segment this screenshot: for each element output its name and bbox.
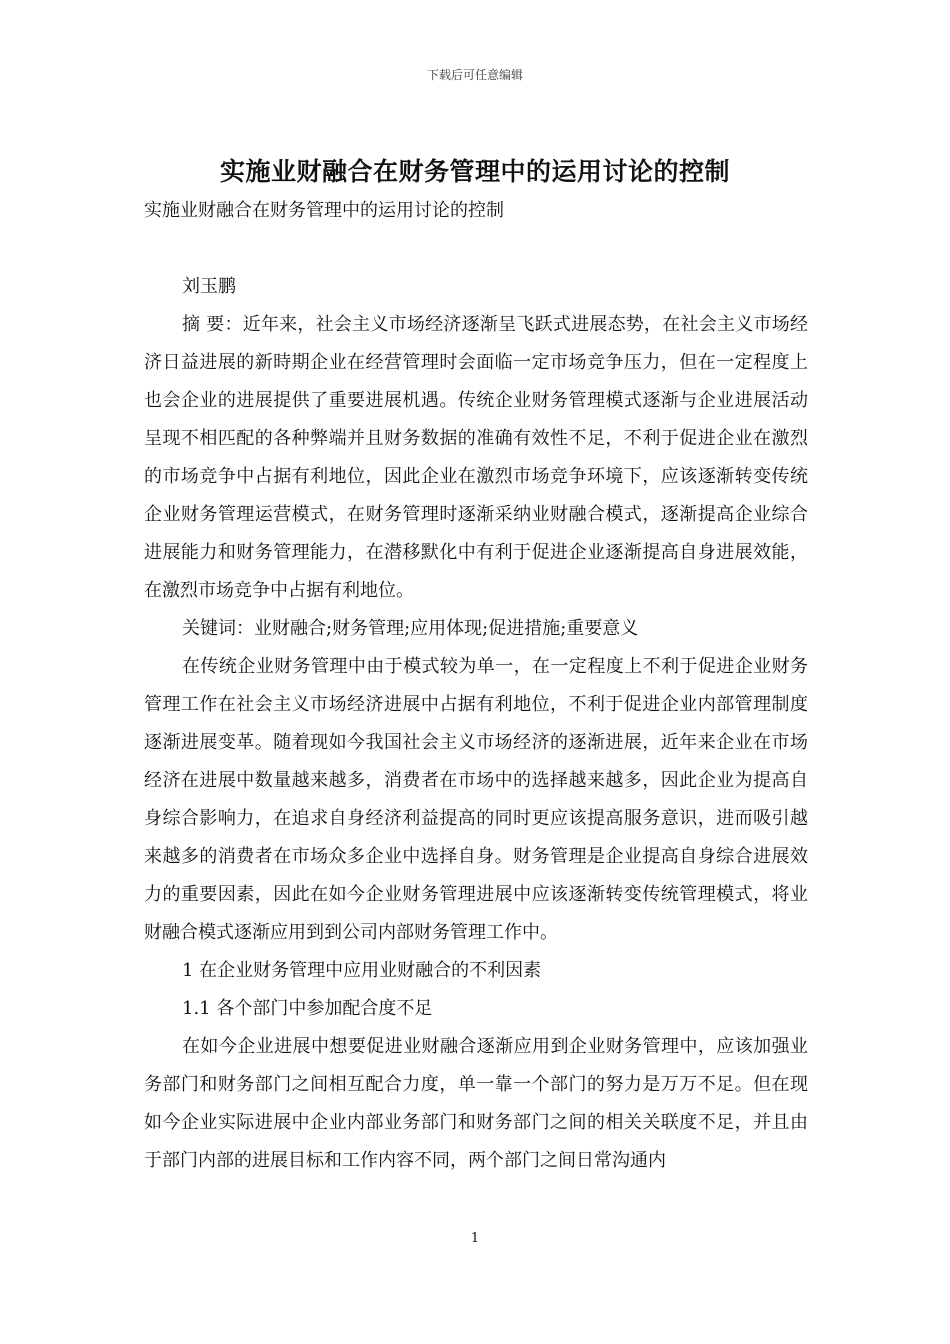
section-1-1-heading: 1.1 各个部门中参加配合度不足 (182, 998, 433, 1019)
section-1-heading: 1 在企业财务管理中应用业财融合的不利因素 (182, 960, 542, 981)
author-name: 刘玉鹏 (182, 276, 236, 297)
section-1-1-paragraph: 在如今企业进展中想要促进业财融合逐渐应用到企业财务管理中，应该加强业务部门和财务部门之间相互配合力度，单一靠一个部门的努力是万万不足。但在现如今企业实际进展中企业内部业务部门和财务部门之间的相关关联度不足，并且由于部门内部的进展目标和工作内容不同，两个部门之间日常沟通内 (144, 1036, 808, 1171)
page-number: 1 (470, 1231, 480, 1246)
keywords-line: 关键词：业财融合;财务管理;应用体现;促进措施;重要意义 (182, 618, 639, 639)
spacer (144, 230, 808, 268)
intro-paragraph: 在传统企业财务管理中由于模式较为单一，在一定程度上不利于促进企业财务管理工作在社会主义市场经济进展中占据有利地位，不利于促进企业内部管理制度逐渐进展变革。随着现如今我国社会主义市场经济的逐渐进展，近年来企业在市场经济在进展中数量越来越多，消费者在市场中的选择越来越多，因此企业为提高自身综合影响力，在追求自身经济利益提高的同时更应该提高服务意识，进而吸引越来越多的消费者在市场众多企业中选择自身。财务管理是企业提高自身综合进展效力的重要因素，因此在如今企业财务管理进展中应该逐渐转变传统管理模式，将业财融合模式逐渐应用到到公司内部财务管理工作中。 (144, 656, 808, 943)
abstract-paragraph: 摘 要：近年来，社会主义市场经济逐渐呈飞跃式进展态势，在社会主义市场经济日益进展的新時期企业在经营管理时会面临一定市场竞争压力，但在一定程度上也会企业的进展提供了重要进展机遇。传统企业财务管理模式逐渐与企业进展活动呈现不相匹配的各种弊端并且财务数据的准确有效性不足，不利于促进企业在激烈的市场竞争中占据有利地位，因此企业在激烈市场竞争环境下，应该逐渐转变传统企业财务管理运营模式，在财务管理时逐渐采纳业财融合模式，逐渐提高企业综合进展能力和财务管理能力，在潜移默化中有利于促进企业逐渐提高自身进展效能，在激烈市场竞争中占据有利地位。 (144, 314, 808, 601)
document-subtitle: 实施业财融合在财务管理中的运用讨论的控制 (144, 200, 504, 221)
header-note: 下载后可任意编辑 (426, 68, 523, 82)
document-title: 实施业财融合在财务管理中的运用讨论的控制 (219, 157, 730, 186)
document-body (144, 192, 808, 1180)
